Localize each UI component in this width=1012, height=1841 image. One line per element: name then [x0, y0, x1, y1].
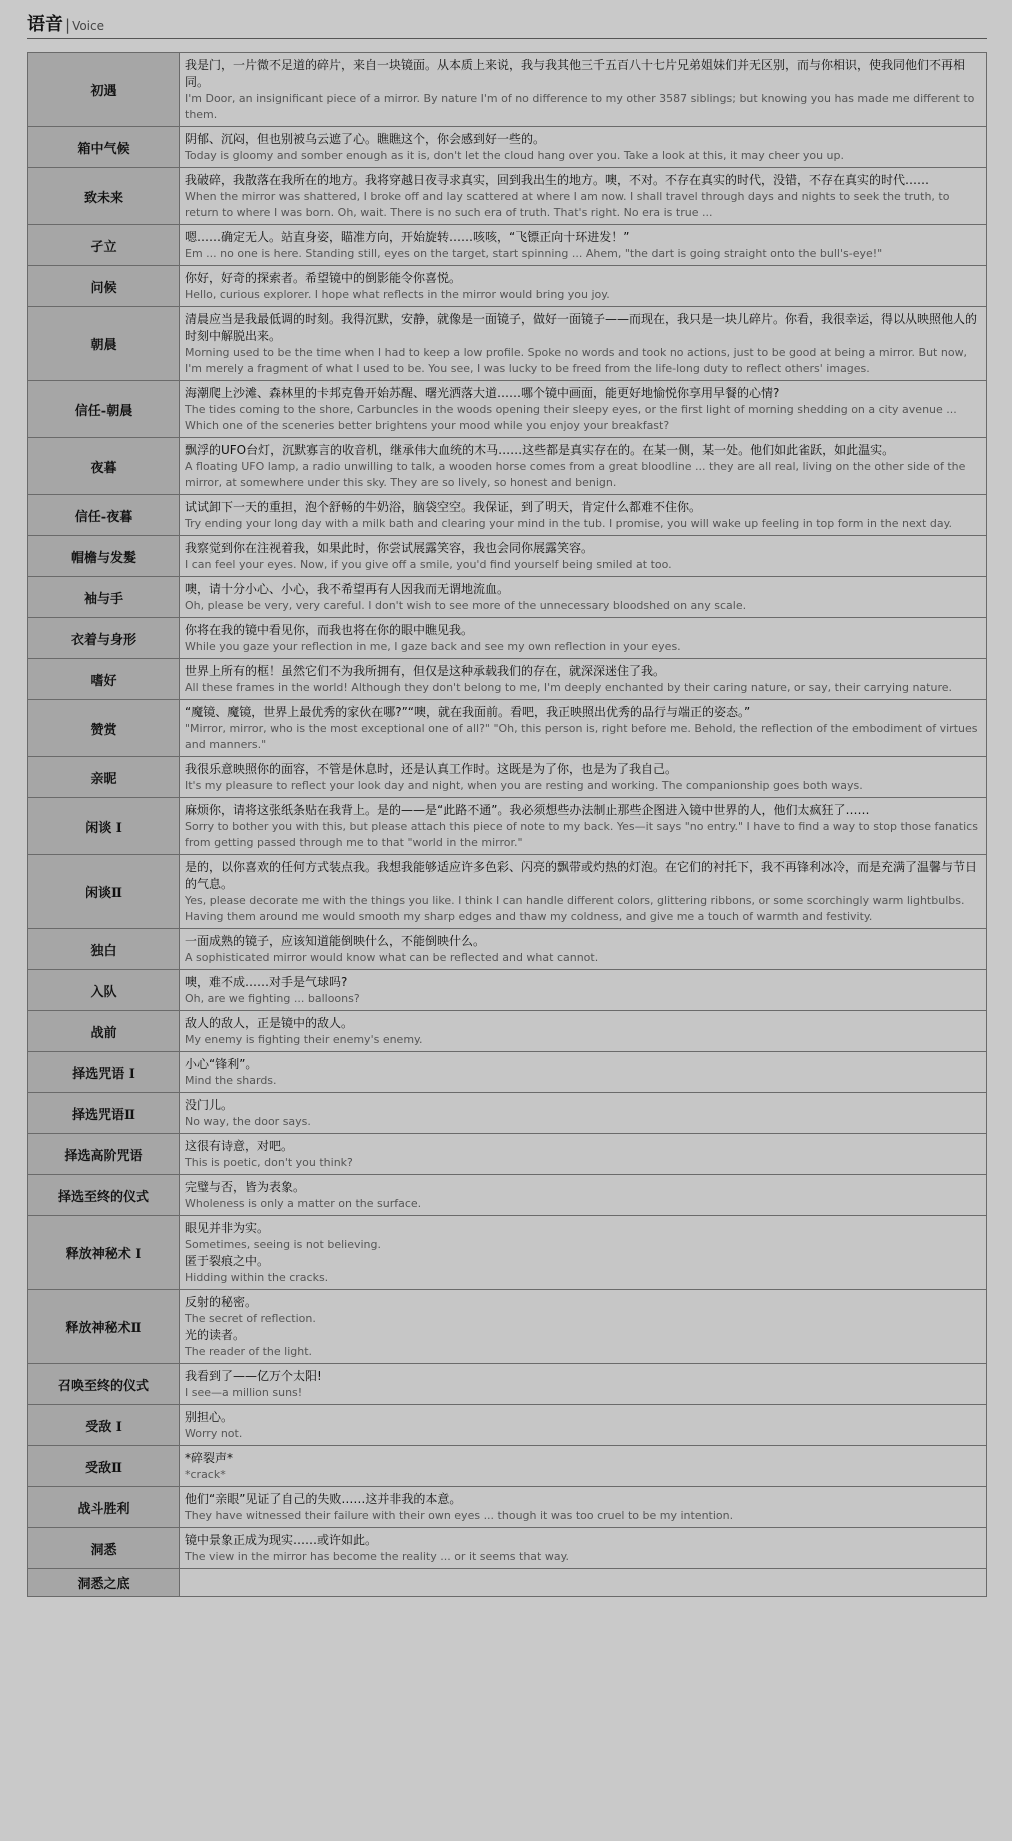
voice-line-row	[28, 970, 987, 1011]
voice-line-label: 释放神秘术Ⅱ	[28, 1290, 180, 1364]
voice-line-content	[180, 1569, 987, 1597]
voice-line-label: 独白	[28, 929, 180, 970]
voice-line-zh: 噢，请十分小心、小心，我不希望再有人因我而无谓地流血。	[185, 582, 510, 596]
voice-line-content	[180, 266, 987, 307]
voice-line-row	[28, 929, 987, 970]
voice-line-label: 问候	[28, 266, 180, 307]
voice-line-en: Morning used to be the time when I had to keep a low profile. Spoke no words and took no actions, just to be good at being a mirror. But now, I'm merely a fragment of what I used to be. You see, I was lucky to be freed from the life-long duty to reflect others' images.	[185, 346, 968, 375]
voice-line-en: Sometimes, seeing is not believing.	[185, 1238, 381, 1251]
voice-line-zh: 他们“亲眼”见证了自己的失败……这并非我的本意。	[185, 1492, 462, 1506]
voice-line-en: When the mirror was shattered, I broke off and lay scattered at where I am now. I shall travel through days and nights to seek the truth, to return to where I was born. Oh, wait. There is no such era of truth. That's right. No era is true ...	[185, 190, 950, 219]
voice-line-zh: 你好，好奇的探索者。希望镜中的倒影能令你喜悦。	[185, 271, 462, 285]
voice-line-row	[28, 1405, 987, 1446]
voice-line-content	[180, 1487, 987, 1528]
voice-line-en: A sophisticated mirror would know what can be reflected and what cannot.	[185, 951, 599, 964]
voice-line-zh: 世界上所有的框！虽然它们不为我所拥有，但仅是这种承载我们的存在，就深深迷住了我。	[185, 664, 666, 678]
voice-line-zh: 试试卸下一天的重担，泡个舒畅的牛奶浴，脑袋空空。我保证，到了明天，肯定什么都难不住你。	[185, 500, 702, 514]
voice-line-content	[180, 168, 987, 225]
voice-line-label: 闲谈Ⅱ	[28, 855, 180, 929]
voice-line-label: 亲昵	[28, 757, 180, 798]
voice-line-content	[180, 1216, 987, 1290]
voice-line-zh: 我破碎，我散落在我所在的地方。我将穿越日夜寻求真实，回到我出生的地方。噢，不对。不存在真实的时代，没错，不存在真实的时代……	[185, 173, 930, 187]
voice-line-zh: 光的读者。	[185, 1328, 246, 1342]
voice-line-row	[28, 1052, 987, 1093]
voice-line-row	[28, 1011, 987, 1052]
voice-line-label: 闲谈 I	[28, 798, 180, 855]
voice-line-label: 初遇	[28, 53, 180, 127]
voice-line-zh: 一面成熟的镜子，应该知道能倒映什么，不能倒映什么。	[185, 934, 486, 948]
voice-line-content	[180, 700, 987, 757]
voice-line-content	[180, 929, 987, 970]
voice-line-zh: 清晨应当是我最低调的时刻。我得沉默，安静，就像是一面镜子，做好一面镜子——而现在，我只是一块儿碎片。你看，我很幸运，得以从映照他人的时刻中解脱出来。	[185, 312, 978, 343]
voice-line-en: Hello, curious explorer. I hope what reflects in the mirror would bring you joy.	[185, 288, 610, 301]
section-title: 语音	[27, 14, 63, 35]
voice-line-row	[28, 381, 987, 438]
voice-line-row	[28, 1528, 987, 1569]
voice-line-label: 战斗胜利	[28, 1487, 180, 1528]
voice-line-row	[28, 1290, 987, 1364]
voice-line-en: Oh, please be very, very careful. I don't wish to see more of the unnecessary bloodshed on any scale.	[185, 599, 747, 612]
voice-line-zh: 没门儿。	[185, 1098, 234, 1112]
voice-line-en: The secret of reflection.	[185, 1312, 316, 1325]
voice-line-zh: 是的，以你喜欢的任何方式装点我。我想我能够适应许多色彩、闪亮的飘带或灼热的灯泡。在它们的衬托下，我不再锋利冰冷，而是充满了温馨与节日的气息。	[185, 860, 978, 891]
voice-line-content	[180, 757, 987, 798]
voice-line-label: 洞悉之底	[28, 1569, 180, 1597]
voice-line-content	[180, 1446, 987, 1487]
voice-line-content	[180, 225, 987, 266]
voice-line-en: No way, the door says.	[185, 1115, 311, 1128]
voice-line-label: 释放神秘术 I	[28, 1216, 180, 1290]
voice-line-content	[180, 1364, 987, 1405]
voice-line-content	[180, 1290, 987, 1364]
voice-line-row	[28, 225, 987, 266]
voice-line-label: 孑立	[28, 225, 180, 266]
voice-line-en: This is poetic, don't you think?	[185, 1156, 353, 1169]
voice-line-row	[28, 266, 987, 307]
voice-line-content	[180, 855, 987, 929]
voice-line-label: 信任-朝晨	[28, 381, 180, 438]
voice-line-en: Today is gloomy and somber enough as it is, don't let the cloud hang over you. Take a look at this, it may cheer you up.	[185, 149, 845, 162]
voice-line-row	[28, 1175, 987, 1216]
voice-line-content	[180, 53, 987, 127]
voice-line-label: 入队	[28, 970, 180, 1011]
voice-line-row	[28, 307, 987, 381]
voice-line-label: 帽檐与发髮	[28, 536, 180, 577]
voice-line-en: *crack*	[185, 1468, 226, 1481]
voice-line-zh: 小心“锋利”。	[185, 1057, 258, 1071]
voice-line-zh: 这很有诗意，对吧。	[185, 1139, 294, 1153]
voice-line-zh: “魔镜、魔镜，世界上最优秀的家伙在哪?”“噢，就在我面前。看吧，我正映照出优秀的品行与端正的姿态。”	[185, 705, 751, 719]
voice-line-row	[28, 855, 987, 929]
voice-line-en: Yes, please decorate me with the things you like. I think I can handle different colors, glittering ribbons, or some scorchingly warm lightbulbs. Having them around me would smooth my sharp edges and thaw my coldness, and give me a touch of warmth and festivity.	[185, 894, 965, 923]
voice-line-en: I see—a million suns!	[185, 1386, 303, 1399]
voice-line-label: 嗜好	[28, 659, 180, 700]
voice-line-zh: 完璧与否，皆为表象。	[185, 1180, 306, 1194]
voice-line-en: I can feel your eyes. Now, if you give off a smile, you'd find yourself being smiled at too.	[185, 558, 672, 571]
voice-line-zh: 我是门，一片微不足道的碎片，来自一块镜面。从本质上来说，我与我其他三千五百八十七片兄弟姐妹们并无区别，而与你相识，使我同他们不再相同。	[185, 58, 966, 89]
voice-line-content	[180, 1175, 987, 1216]
voice-line-content	[180, 1052, 987, 1093]
voice-line-en: It's my pleasure to reflect your look day and night, when you are resting and working. The companionship goes both ways.	[185, 779, 863, 792]
voice-line-content	[180, 307, 987, 381]
voice-line-content	[180, 659, 987, 700]
voice-line-zh: 我看到了——亿万个太阳!	[185, 1369, 322, 1383]
voice-line-en: The view in the mirror has become the reality ... or it seems that way.	[185, 1550, 570, 1563]
voice-line-content	[180, 536, 987, 577]
voice-line-content	[180, 577, 987, 618]
voice-line-en: I'm Door, an insignificant piece of a mirror. By nature I'm of no difference to my other 3587 siblings; but knowing you has made me different to them.	[185, 92, 975, 121]
voice-line-label: 洞悉	[28, 1528, 180, 1569]
voice-line-row	[28, 495, 987, 536]
voice-line-content	[180, 127, 987, 168]
voice-line-en: They have witnessed their failure with their own eyes ... though it was too cruel to be my intention.	[185, 1509, 734, 1522]
voice-line-label: 赞赏	[28, 700, 180, 757]
voice-line-content	[180, 495, 987, 536]
voice-line-row	[28, 757, 987, 798]
voice-line-zh: 我察觉到你在注视着我，如果此时，你尝试展露笑容，我也会同你展露笑容。	[185, 541, 594, 555]
voice-lines-body	[28, 53, 987, 1597]
voice-line-row	[28, 798, 987, 855]
voice-line-zh: 眼见并非为实。	[185, 1221, 270, 1235]
voice-line-label: 战前	[28, 1011, 180, 1052]
voice-line-zh: 镜中景象正成为现实……或许如此。	[185, 1533, 378, 1547]
voice-line-zh: 海潮爬上沙滩、森林里的卡邦克鲁开始苏醒、曙光洒落大道……哪个镜中画面，能更好地愉悦你享用早餐的心情?	[185, 386, 780, 400]
voice-line-row	[28, 127, 987, 168]
voice-line-row	[28, 1446, 987, 1487]
voice-line-en: A floating UFO lamp, a radio unwilling to talk, a wooden horse comes from a great bloodline ... they are all real, living on the other side of the mirror, at somewhere under this sky. They are so lively, so honest and benign.	[185, 460, 966, 489]
voice-line-zh: 敌人的敌人，正是镜中的敌人。	[185, 1016, 354, 1030]
voice-line-en: The tides coming to the shore, Carbuncles in the woods opening their sleepy eyes, or the first light of morning shedding on a city avenue ... Which one of the sceneries better brightens your mood while you enjoy your breakfast?	[185, 403, 957, 432]
voice-line-zh: 反射的秘密。	[185, 1295, 258, 1309]
voice-line-en: Worry not.	[185, 1427, 243, 1440]
voice-line-label: 信任-夜暮	[28, 495, 180, 536]
voice-line-row	[28, 1569, 987, 1597]
voice-line-zh: 阴郁、沉闷，但也别被乌云遮了心。瞧瞧这个，你会感到好一些的。	[185, 132, 546, 146]
section-header	[27, 10, 987, 39]
voice-line-label: 择选高阶咒语	[28, 1134, 180, 1175]
voice-line-en: The reader of the light.	[185, 1345, 313, 1358]
voice-line-en: My enemy is fighting their enemy's enemy.	[185, 1033, 423, 1046]
voice-line-label: 袖与手	[28, 577, 180, 618]
voice-line-row	[28, 618, 987, 659]
voice-line-row	[28, 536, 987, 577]
voice-line-zh: 飘浮的UFO台灯，沉默寡言的收音机，继承伟大血统的木马……这些都是真实存在的。在某一侧，某一处。他们如此雀跃，如此温实。	[185, 443, 895, 457]
voice-line-zh: 别担心。	[185, 1410, 234, 1424]
voice-line-row	[28, 438, 987, 495]
voice-lines-table	[27, 52, 987, 1597]
voice-line-label: 致未来	[28, 168, 180, 225]
voice-line-en: Sorry to bother you with this, but please attach this piece of note to my back. Yes—it says "no entry." I have to find a way to stop those fanatics from getting passed through me to that "world in the mirror."	[185, 820, 978, 849]
voice-line-zh: 麻烦你，请将这张纸条贴在我背上。是的——是“此路不通”。我必须想些办法制止那些企图进入镜中世界的人，他们太疯狂了……	[185, 803, 870, 817]
voice-line-en: Oh, are we fighting ... balloons?	[185, 992, 360, 1005]
voice-line-row	[28, 1364, 987, 1405]
voice-line-content	[180, 1134, 987, 1175]
voice-line-content	[180, 798, 987, 855]
voice-line-row	[28, 1093, 987, 1134]
voice-line-en: Try ending your long day with a milk bath and clearing your mind in the tub. I promise, you will wake up feeling in top form in the next day.	[185, 517, 953, 530]
voice-line-row	[28, 1216, 987, 1290]
voice-line-label: 召唤至终的仪式	[28, 1364, 180, 1405]
voice-line-content	[180, 1093, 987, 1134]
voice-line-zh: *碎裂声*	[185, 1451, 234, 1465]
voice-line-content	[180, 970, 987, 1011]
voice-line-content	[180, 438, 987, 495]
voice-line-row	[28, 1487, 987, 1528]
voice-line-label: 受敌 I	[28, 1405, 180, 1446]
voice-line-label: 衣着与身形	[28, 618, 180, 659]
voice-line-label: 受敌Ⅱ	[28, 1446, 180, 1487]
voice-line-label: 择选至终的仪式	[28, 1175, 180, 1216]
voice-line-label: 夜暮	[28, 438, 180, 495]
voice-line-row	[28, 577, 987, 618]
voice-line-row	[28, 700, 987, 757]
voice-line-content	[180, 1528, 987, 1569]
voice-line-zh: 你将在我的镜中看见你，而我也将在你的眼中瞧见我。	[185, 623, 474, 637]
voice-line-en: Wholeness is only a matter on the surface.	[185, 1197, 422, 1210]
voice-line-en: Em ... no one is here. Standing still, eyes on the target, start spinning ... Ahem, "the dart is going straight onto the bull's-eye!"	[185, 247, 883, 260]
voice-line-label: 朝晨	[28, 307, 180, 381]
voice-line-row	[28, 659, 987, 700]
voice-line-zh: 匿于裂痕之中。	[185, 1254, 270, 1268]
voice-line-zh: 噢，难不成……对手是气球吗?	[185, 975, 348, 989]
voice-line-en: Hidding within the cracks.	[185, 1271, 329, 1284]
voice-line-content	[180, 618, 987, 659]
voice-line-label: 箱中气候	[28, 127, 180, 168]
voice-line-content	[180, 1405, 987, 1446]
voice-line-zh: 嗯……确定无人。站直身姿，瞄准方向，开始旋转……咳咳，“飞镖正向十环进发！”	[185, 230, 630, 244]
voice-line-en: "Mirror, mirror, who is the most exceptional one of all?" "Oh, this person is, right before me. Behold, the reflection of the embodiment of virtues and manners."	[185, 722, 978, 751]
voice-line-label: 择选咒语 I	[28, 1052, 180, 1093]
voice-line-content	[180, 1011, 987, 1052]
title-separator: |	[65, 16, 71, 34]
voice-line-row	[28, 53, 987, 127]
voice-line-label: 择选咒语Ⅱ	[28, 1093, 180, 1134]
voice-line-row	[28, 1134, 987, 1175]
voice-line-en: While you gaze your reflection in me, I gaze back and see my own reflection in your eyes.	[185, 640, 681, 653]
voice-line-en: All these frames in the world! Although they don't belong to me, I'm deeply enchanted by their caring nature, or say, their carrying nature.	[185, 681, 952, 694]
voice-line-en: Mind the shards.	[185, 1074, 277, 1087]
section-title-en: Voice	[72, 19, 104, 33]
voice-line-row	[28, 168, 987, 225]
voice-line-content	[180, 381, 987, 438]
voice-line-zh: 我很乐意映照你的面容，不管是休息时，还是认真工作时。这既是为了你，也是为了我自己。	[185, 762, 678, 776]
